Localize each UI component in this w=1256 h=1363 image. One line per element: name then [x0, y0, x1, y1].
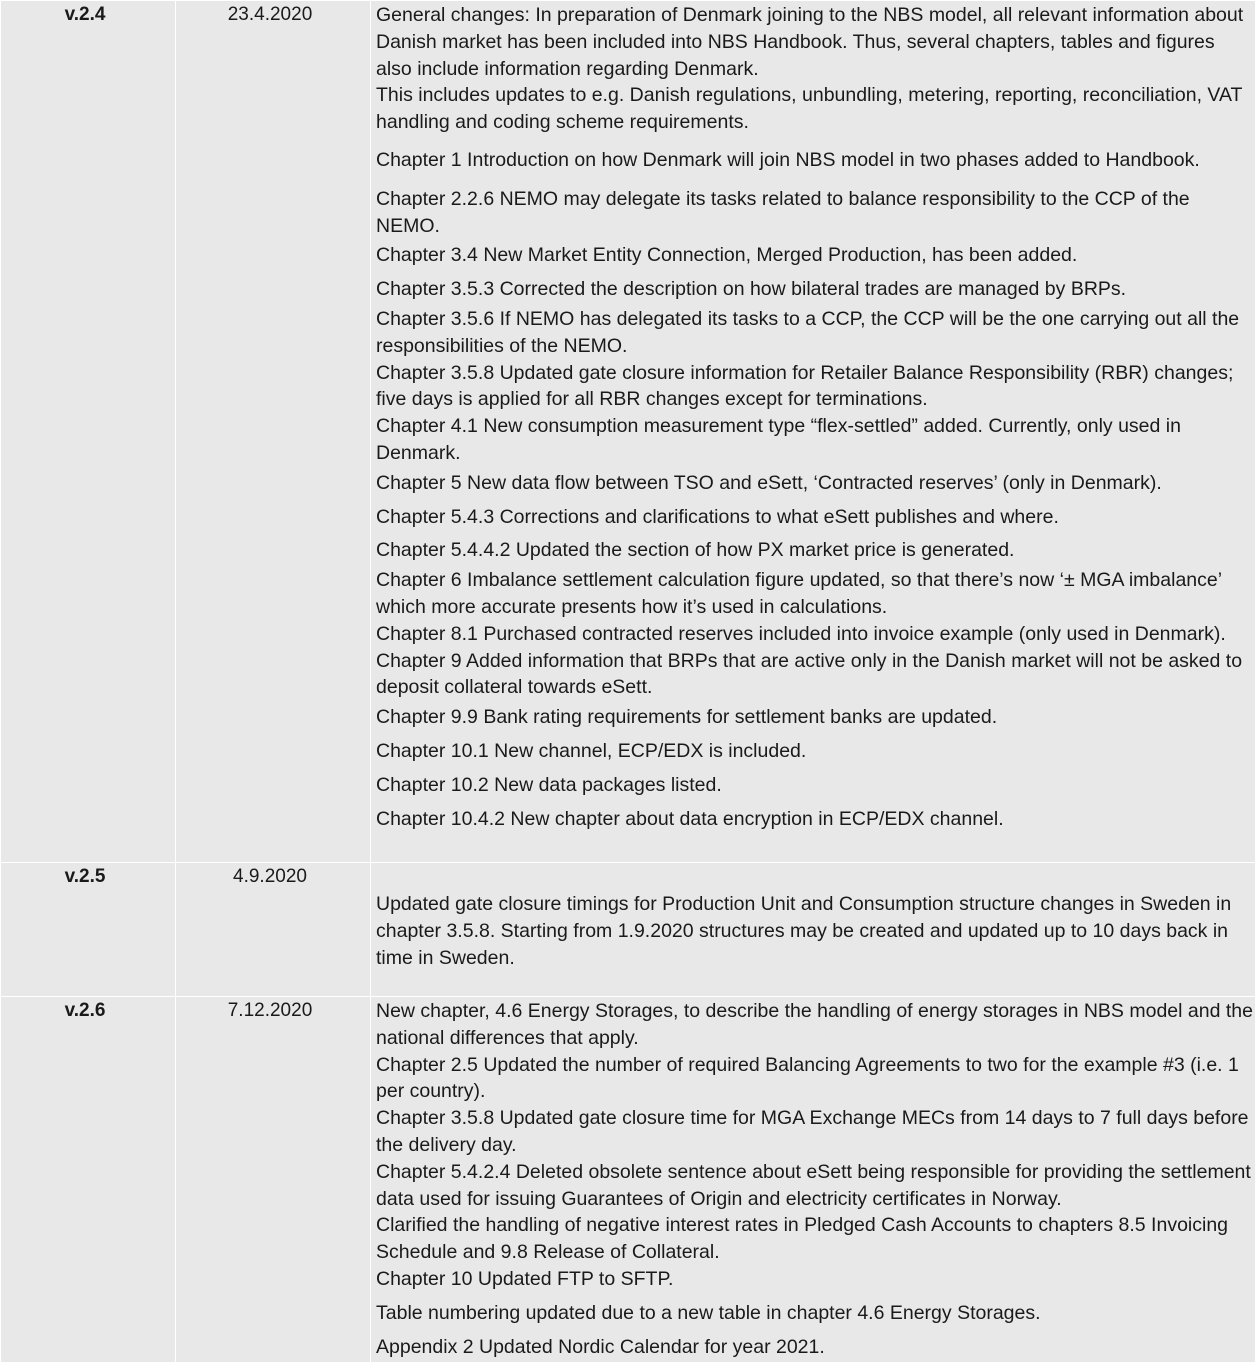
change-item: Chapter 1 Introduction on how Denmark will join NBS model in two phases added to Handbook.	[376, 148, 1200, 171]
change-item: Updated gate closure timings for Production Unit and Consumption structure changes in Sweden in chapter 3.5.8. Starting from 1.9.2020 structures may be created and updated up to 10 days back in time in Sweden.	[376, 893, 1232, 969]
change-item: Table numbering updated due to a new table in chapter 4.6 Energy Storages.	[376, 1301, 1041, 1324]
date-label: 7.12.2020	[227, 1000, 313, 1021]
change-item: Chapter 3.5.8 Updated gate closure information for Retailer Balance Responsibility (RBR) changes; five days is applied for all RBR changes except for terminations.	[376, 361, 1234, 411]
change-item: New chapter, 4.6 Energy Storages, to describe the handling of energy storages in NBS model and the national differences that apply.	[376, 1000, 1253, 1049]
change-item: Chapter 2.5 Updated the number of required Balancing Agreements to two for the example #3 (i.e. 1 per country).	[376, 1053, 1239, 1103]
change-item: Chapter 3.4 New Market Entity Connection, Merged Production, has been added.	[376, 244, 1078, 267]
change-item: Chapter 10.1 New channel, ECP/EDX is included.	[376, 739, 807, 762]
version-label: v.2.4	[64, 4, 106, 25]
change-item: Chapter 10 Updated FTP to SFTP.	[376, 1267, 674, 1290]
change-item: Chapter 10.4.2 New chapter about data encryption in ECP/EDX channel.	[376, 807, 1004, 830]
change-item: This includes updates to e.g. Danish regulations, unbundling, metering, reporting, reconciliation, VAT handling and coding scheme requirements.	[376, 84, 1243, 134]
change-item: Chapter 5.4.2.4 Deleted obsolete sentence about eSett being responsible for providing the settlement data used for issuing Guarantees of Origin and electricity certificates in Norway.	[376, 1160, 1251, 1210]
change-item: Appendix 2 Updated Nordic Calendar for year 2021.	[376, 1335, 825, 1358]
date-cell	[176, 1, 371, 863]
change-item: Chapter 9 Added information that BRPs that are active only in the Danish market will not be asked to deposit collateral towards eSett.	[376, 649, 1243, 699]
change-item: Chapter 2.2.6 NEMO may delegate its tasks related to balance responsibility to the CCP of the NEMO.	[376, 187, 1190, 237]
change-item: Chapter 9.9 Bank rating requirements for settlement banks are updated.	[376, 706, 998, 729]
change-item: Clarified the handling of negative interest rates in Pledged Cash Accounts to chapters 8.5 Invoicing Schedule and 9.8 Release of Collateral.	[376, 1214, 1229, 1264]
change-item: Chapter 6 Imbalance settlement calculation figure updated, so that there’s now ‘± MGA imbalance’ which more accurate presents how it’s used in calculations.	[376, 569, 1222, 618]
change-item: Chapter 5.4.3 Corrections and clarifications to what eSett publishes and where.	[376, 505, 1059, 528]
version-cell	[1, 1, 176, 863]
version-label: v.2.5	[64, 866, 106, 887]
change-item: Chapter 3.5.3 Corrected the description on how bilateral trades are managed by BRPs.	[376, 278, 1127, 301]
change-item: Chapter 5 New data flow between TSO and eSett, ‘Contracted reserves’ (only in Denmark).	[376, 471, 1162, 494]
change-item: Chapter 3.5.8 Updated gate closure time for MGA Exchange MECs from 14 days to 7 full days before the delivery day.	[376, 1107, 1249, 1156]
date-label: 4.9.2020	[233, 866, 307, 887]
date-label: 23.4.2020	[227, 4, 313, 25]
change-item: Chapter 5.4.4.2 Updated the section of how PX market price is generated.	[376, 539, 1015, 562]
version-cell	[1, 997, 176, 1363]
version-label: v.2.6	[64, 1000, 106, 1021]
change-item: General changes: In preparation of Denmark joining to the NBS model, all relevant information about Danish market has been included into NBS Handbook. Thus, several chapters, tables and figures also include information regarding Denmark.	[376, 4, 1244, 80]
change-item: Chapter 8.1 Purchased contracted reserves included into invoice example (only used in Denmark).	[376, 622, 1226, 645]
table-row	[1, 863, 1256, 997]
changes-cell	[371, 1, 1256, 863]
date-cell	[176, 997, 371, 1363]
change-item: Chapter 3.5.6 If NEMO has delegated its tasks to a CCP, the CCP will be the one carrying out all the responsibilities of the NEMO.	[376, 307, 1240, 357]
changes-cell	[371, 997, 1256, 1363]
changes-cell	[371, 863, 1256, 997]
change-item: Chapter 10.2 New data packages listed.	[376, 773, 722, 796]
version-cell	[1, 863, 176, 997]
change-item: Chapter 4.1 New consumption measurement type “flex-settled” added. Currently, only used in Denmark.	[376, 415, 1181, 464]
table-row	[1, 997, 1256, 1363]
table-row	[1, 1, 1256, 863]
date-cell	[176, 863, 371, 997]
